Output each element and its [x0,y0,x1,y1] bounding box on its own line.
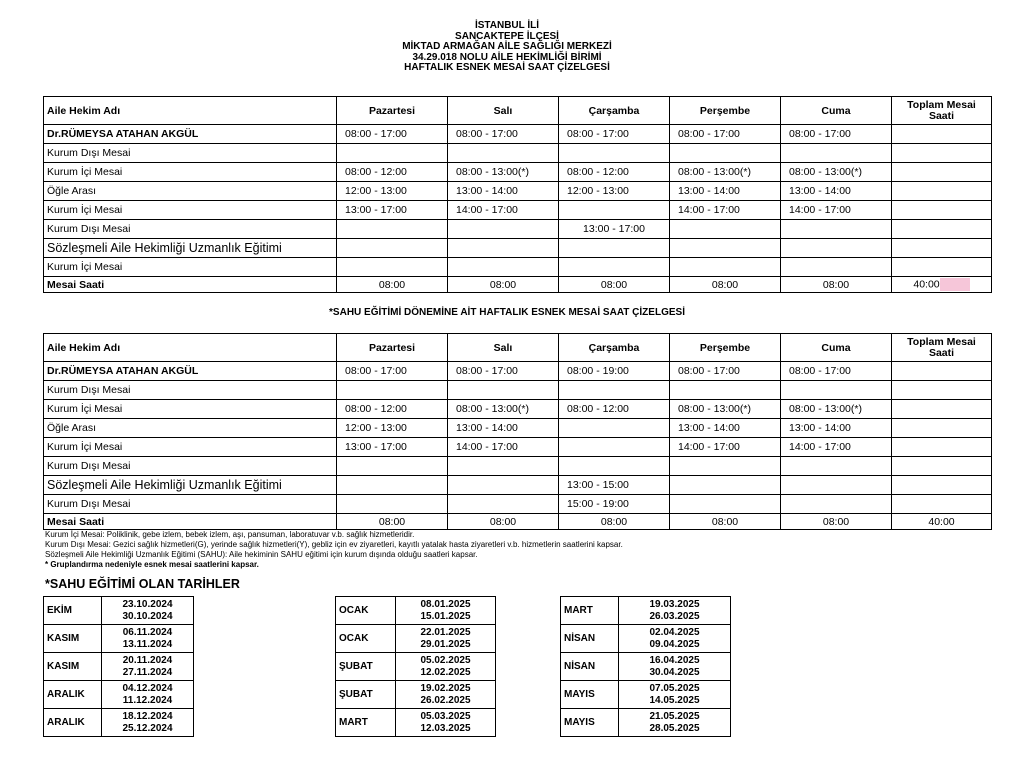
table-row [44,419,992,438]
time-cell: 08:00 - 13:00(*) [448,163,559,182]
table-row [44,125,992,144]
time-cell: 08:00 - 17:00 [670,125,781,144]
time-cell: 14:00 - 17:00 [670,201,781,220]
time-cell [559,438,670,457]
date-row [44,625,194,653]
time-cell: 14:00 - 17:00 [448,201,559,220]
time-cell [337,239,448,258]
time-cell [559,419,670,438]
note-line: Kurum İçi Mesai: Poliklinik, gebe izlem, bebek izlem, aşı, pansuman, laboratuvar v.b. sağlık hizmetleridir. [45,530,415,539]
date-pair-cell [396,597,496,625]
date-row [336,653,496,681]
time-cell [559,144,670,163]
date-pair-cell [396,653,496,681]
document-header [0,21,1014,74]
total-cell: 08:00 [670,514,781,530]
date-2: 30.04.2025 [649,666,700,678]
total-row [44,514,992,530]
table-header-row [44,97,992,125]
time-cell: 08:00 - 12:00 [337,400,448,419]
table-row [44,201,992,220]
total-cell: 08:00 [670,277,781,293]
month-cell: KASIM [44,625,102,653]
time-cell [448,476,559,495]
header-line-5: HAFTALIK ESNEK MESAİ SAAT ÇİZELGESİ [404,62,610,73]
time-cell [337,258,448,277]
table-row [44,182,992,201]
time-cell: 14:00 - 17:00 [670,438,781,457]
time-cell [337,476,448,495]
time-cell [670,495,781,514]
time-cell: 08:00 - 19:00 [559,362,670,381]
date-1: 06.11.2024 [122,626,173,638]
note-line: * Gruplandırma nedeniyle esnek mesai saatlerini kapsar. [45,560,259,569]
date-1: 19.03.2025 [649,598,700,610]
month-cell: EKİM [44,597,102,625]
time-cell: 08:00 - 13:00(*) [670,400,781,419]
time-cell: 14:00 - 17:00 [781,438,892,457]
date-pair-cell [619,597,731,625]
sahu-table-title: *SAHU EĞİTİMİ DÖNEMİNE AİT HAFTALIK ESNEK MESAİ SAAT ÇİZELGESİ [329,307,685,318]
month-cell: MART [561,597,619,625]
date-row [336,681,496,709]
time-cell [670,476,781,495]
sahu-dates-title: *SAHU EĞİTİMİ OLAN TARİHLER [45,577,240,591]
header-line-2: SANCAKTEPE İLÇESİ [455,30,559,42]
time-cell [892,239,992,258]
time-cell: 08:00 - 13:00(*) [781,400,892,419]
row-label: Kurum Dışı Mesai [44,495,337,514]
date-row [561,681,731,709]
time-cell: 08:00 - 12:00 [559,400,670,419]
month-cell: NİSAN [561,625,619,653]
date-pair-cell [102,709,194,737]
time-cell [448,381,559,400]
total-cell: 08:00 [781,277,892,293]
time-cell: 13:00 - 14:00 [448,419,559,438]
table-row [44,457,992,476]
total-cell: 08:00 [337,277,448,293]
time-cell [670,381,781,400]
time-cell: 12:00 - 13:00 [337,182,448,201]
time-cell: 08:00 - 12:00 [559,163,670,182]
month-cell: ŞUBAT [336,653,396,681]
row-label: Kurum Dışı Mesai [44,144,337,163]
col-header: Toplam Mesai Saati [892,334,992,362]
date-pair-cell [102,681,194,709]
time-cell [892,438,992,457]
time-cell [559,201,670,220]
time-cell: 14:00 - 17:00 [781,201,892,220]
time-cell [337,381,448,400]
time-cell: 13:00 - 14:00 [670,419,781,438]
time-cell [781,457,892,476]
time-cell [337,144,448,163]
date-2: 13.11.2024 [122,638,173,650]
time-cell: 12:00 - 13:00 [559,182,670,201]
row-label: Kurum İçi Mesai [44,400,337,419]
table2-body [44,362,992,530]
time-cell: 08:00 - 17:00 [670,362,781,381]
time-cell [670,239,781,258]
row-label: Kurum Dışı Mesai [44,220,337,239]
table-row [44,239,992,258]
date-row [44,709,194,737]
date-pair-cell [102,597,194,625]
time-cell: 12:00 - 13:00 [337,419,448,438]
date-2: 25.12.2024 [122,722,173,734]
table1-body [44,125,992,293]
month-cell: OCAK [336,625,396,653]
time-cell: 08:00 - 17:00 [337,125,448,144]
date-row [561,653,731,681]
col-header: Toplam Mesai Saati [892,97,992,125]
total-cell [892,277,992,293]
col-header: Aile Hekim Adı [44,334,337,362]
time-cell: 14:00 - 17:00 [448,438,559,457]
time-cell [559,381,670,400]
date-2: 30.10.2024 [122,610,173,622]
row-label: Dr.RÜMEYSA ATAHAN AKGÜL [44,362,337,381]
notes [45,530,623,570]
table-row [44,258,992,277]
time-cell [448,457,559,476]
time-cell [781,220,892,239]
date-2: 14.05.2025 [649,694,700,706]
row-label: Sözleşmeli Aile Hekimliği Uzmanlık Eğitimi [44,239,337,258]
header-line-4: 34.29.018 NOLU AİLE HEKİMLİĞİ BİRİMİ [412,51,602,63]
date-1: 07.05.2025 [649,682,700,694]
time-cell [337,220,448,239]
time-cell [448,239,559,258]
time-cell [892,182,992,201]
time-cell: 13:00 - 14:00 [781,182,892,201]
date-2: 26.02.2025 [420,694,471,706]
time-cell [892,220,992,239]
highlight-mark [940,278,970,291]
total-label: Mesai Saati [44,277,337,293]
total-label: Mesai Saati [44,514,337,530]
date-pair-cell [619,709,731,737]
time-cell [892,400,992,419]
date-2: 26.03.2025 [649,610,700,622]
time-cell [892,144,992,163]
table-row [44,381,992,400]
date-1: 02.04.2025 [649,626,700,638]
note-line: Sözleşmeli Aile Hekimliği Uzmanlık Eğitimi (SAHU): Aile hekiminin SAHU eğitimi için kurum dışında olduğu saatleri kapsar. [45,550,478,559]
total-row [44,277,992,293]
header-line-1: İSTANBUL İLİ [474,20,540,31]
col-header: Perşembe [670,334,781,362]
time-cell [781,476,892,495]
time-cell: 08:00 - 17:00 [448,125,559,144]
date-2: 27.11.2024 [122,666,173,678]
table-row [44,362,992,381]
weekly-schedule-table [43,96,992,293]
date-pair-cell [396,681,496,709]
time-cell: 13:00 - 15:00 [559,476,670,495]
time-cell [670,457,781,476]
time-cell [892,258,992,277]
date-row [336,709,496,737]
time-cell: 13:00 - 17:00 [337,201,448,220]
row-label: Öğle Arası [44,419,337,438]
date-row [561,625,731,653]
month-cell: MAYIS [561,709,619,737]
time-cell: 08:00 - 17:00 [337,362,448,381]
date-pair-cell [619,681,731,709]
time-cell [448,495,559,514]
date-row [336,597,496,625]
sahu-schedule-table [43,333,992,530]
time-cell: 08:00 - 17:00 [781,362,892,381]
time-cell [448,144,559,163]
date-row [44,653,194,681]
time-cell: 08:00 - 13:00(*) [448,400,559,419]
col-header: Pazartesi [337,334,448,362]
dates-table-3 [560,596,731,737]
header-line-3: MİKTAD ARMAĞAN AİLE SAĞLIĞI MERKEZİ [402,41,612,52]
date-2: 29.01.2025 [420,638,471,650]
row-label: Öğle Arası [44,182,337,201]
time-cell [781,144,892,163]
date-pair-cell [396,709,496,737]
table-header-row [44,334,992,362]
time-cell [670,258,781,277]
month-cell: OCAK [336,597,396,625]
date-pair-cell [619,625,731,653]
time-cell [892,125,992,144]
col-header: Çarşamba [559,97,670,125]
date-1: 18.12.2024 [122,710,173,722]
col-header: Pazartesi [337,97,448,125]
time-cell [559,457,670,476]
time-cell [781,258,892,277]
date-1: 22.01.2025 [420,626,471,638]
date-row [44,681,194,709]
total-cell: 08:00 [781,514,892,530]
date-row [561,597,731,625]
month-cell: MART [336,709,396,737]
total-cell: 40:00 [892,514,992,530]
date-row [336,625,496,653]
time-cell: 08:00 - 17:00 [559,125,670,144]
time-cell: 08:00 - 17:00 [448,362,559,381]
table-row [44,144,992,163]
dates-table-1 [43,596,194,737]
time-cell: 08:00 - 12:00 [337,163,448,182]
time-cell [892,495,992,514]
time-cell [892,457,992,476]
time-cell: 08:00 - 17:00 [781,125,892,144]
date-2: 11.12.2024 [122,694,173,706]
table-row [44,438,992,457]
note-line: Kurum Dışı Mesai: Gezici sağlık hizmetleri(G), yerinde sağlık hizmetleri(Y), gebliz için ev ziyaretleri, kayıtlı yatalak hasta ziyaretleri v.b. hizmetlerin saatlerini kapsar. [45,540,623,549]
time-cell: 13:00 - 14:00 [670,182,781,201]
col-header: Cuma [781,334,892,362]
date-row [561,709,731,737]
time-cell [892,381,992,400]
time-cell [337,457,448,476]
date-1: 16.04.2025 [649,654,700,666]
row-label: Kurum Dışı Mesai [44,457,337,476]
date-2: 12.02.2025 [420,666,471,678]
month-cell: KASIM [44,653,102,681]
date-pair-cell [396,625,496,653]
total-cell: 08:00 [448,514,559,530]
row-label: Kurum İçi Mesai [44,201,337,220]
date-2: 15.01.2025 [420,610,471,622]
dates-table-2 [335,596,496,737]
date-2: 12.03.2025 [420,722,471,734]
date-1: 05.02.2025 [420,654,471,666]
time-cell: 13:00 - 17:00 [559,220,670,239]
date-pair-cell [619,653,731,681]
time-cell: 08:00 - 13:00(*) [781,163,892,182]
col-header: Aile Hekim Adı [44,97,337,125]
month-cell: ARALIK [44,709,102,737]
total-cell: 08:00 [559,514,670,530]
date-pair-cell [102,653,194,681]
time-cell [448,258,559,277]
row-label: Sözleşmeli Aile Hekimliği Uzmanlık Eğitimi [44,476,337,495]
time-cell [892,201,992,220]
row-label: Dr.RÜMEYSA ATAHAN AKGÜL [44,125,337,144]
total-value: 40:00 [913,278,940,291]
col-header: Cuma [781,97,892,125]
col-header: Çarşamba [559,334,670,362]
month-cell: MAYIS [561,681,619,709]
time-cell [781,495,892,514]
time-cell [781,381,892,400]
time-cell [781,239,892,258]
month-cell: NİSAN [561,653,619,681]
date-1: 05.03.2025 [420,710,471,722]
time-cell [670,144,781,163]
date-2: 09.04.2025 [649,638,700,650]
date-1: 08.01.2025 [420,598,471,610]
col-header: Perşembe [670,97,781,125]
row-label: Kurum İçi Mesai [44,438,337,457]
month-cell: ŞUBAT [336,681,396,709]
date-1: 23.10.2024 [122,598,173,610]
time-cell [892,419,992,438]
time-cell [892,163,992,182]
time-cell [448,220,559,239]
col-header: Salı [448,334,559,362]
total-cell: 08:00 [559,277,670,293]
time-cell [892,476,992,495]
time-cell [670,220,781,239]
col-header: Salı [448,97,559,125]
time-cell: 08:00 - 13:00(*) [670,163,781,182]
table-row [44,400,992,419]
time-cell [559,239,670,258]
time-cell: 13:00 - 14:00 [781,419,892,438]
table-row [44,163,992,182]
time-cell: 13:00 - 17:00 [337,438,448,457]
date-1: 20.11.2024 [122,654,173,666]
row-label: Kurum İçi Mesai [44,163,337,182]
row-label: Kurum Dışı Mesai [44,381,337,400]
date-pair-cell [102,625,194,653]
date-1: 19.02.2025 [420,682,471,694]
time-cell: 13:00 - 14:00 [448,182,559,201]
time-cell: 15:00 - 19:00 [559,495,670,514]
date-1: 04.12.2024 [122,682,173,694]
total-cell: 08:00 [448,277,559,293]
time-cell [892,362,992,381]
month-cell: ARALIK [44,681,102,709]
total-cell: 08:00 [337,514,448,530]
time-cell [559,258,670,277]
table-row [44,220,992,239]
table-row [44,495,992,514]
time-cell [337,495,448,514]
table-row [44,476,992,495]
date-row [44,597,194,625]
date-2: 28.05.2025 [649,722,700,734]
row-label: Kurum İçi Mesai [44,258,337,277]
date-1: 21.05.2025 [649,710,700,722]
